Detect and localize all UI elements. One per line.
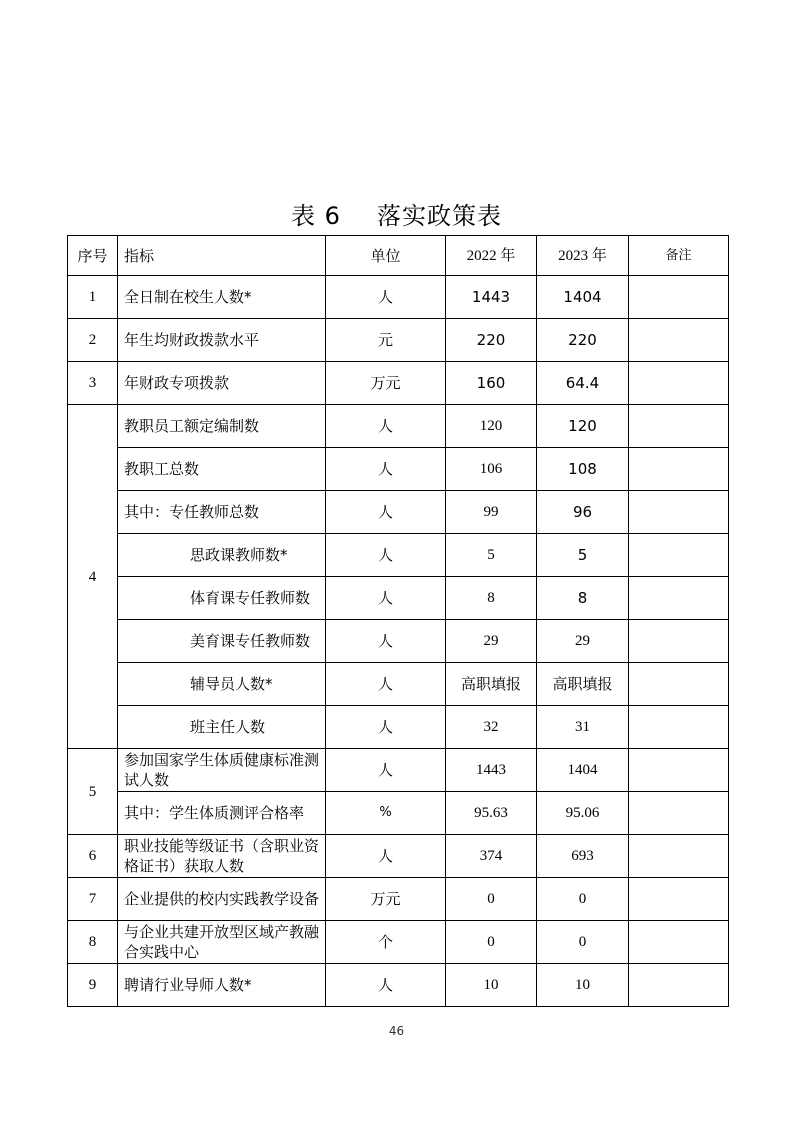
cell-2023: 96 [537, 491, 629, 534]
cell-unit: 人 [326, 448, 446, 491]
table-row [68, 534, 729, 577]
cell-2023: 高职填报 [537, 663, 629, 706]
cell-2023: 1404 [537, 749, 629, 792]
cell-note [629, 319, 729, 362]
cell-2022: 95.63 [446, 792, 537, 835]
table-row [68, 964, 729, 1007]
cell-unit: 人 [326, 835, 446, 878]
cell-unit: 元 [326, 319, 446, 362]
cell-indicator: 企业提供的校内实践教学设备 [118, 878, 326, 921]
cell-2023: 95.06 [537, 792, 629, 835]
cell-2023: 1404 [537, 276, 629, 319]
cell-note [629, 405, 729, 448]
cell-2022: 32 [446, 706, 537, 749]
table-row [68, 362, 729, 405]
cell-indicator: 其中：专任教师总数 [118, 491, 326, 534]
cell-unit: 万元 [326, 362, 446, 405]
cell-2022: 0 [446, 878, 537, 921]
table-row [68, 319, 729, 362]
cell-seq: 7 [68, 878, 118, 921]
table-row [68, 448, 729, 491]
cell-seq: 4 [68, 405, 118, 749]
cell-indicator: 教职员工额定编制数 [118, 405, 326, 448]
cell-2023: 64.4 [537, 362, 629, 405]
cell-unit: 个 [326, 921, 446, 964]
cell-2023: 0 [537, 878, 629, 921]
cell-indicator: 辅导员人数* [118, 663, 326, 706]
cell-2022: 1443 [446, 749, 537, 792]
header-2022: 2022 年 [446, 236, 537, 276]
cell-note [629, 276, 729, 319]
cell-unit: 人 [326, 706, 446, 749]
cell-note [629, 792, 729, 835]
cell-seq: 1 [68, 276, 118, 319]
cell-2022: 106 [446, 448, 537, 491]
cell-note [629, 878, 729, 921]
cell-indicator: 聘请行业导师人数* [118, 964, 326, 1007]
header-indicator: 指标 [118, 236, 326, 276]
cell-2022: 120 [446, 405, 537, 448]
cell-2022: 220 [446, 319, 537, 362]
header-note: 备注 [629, 236, 729, 276]
cell-unit: 人 [326, 964, 446, 1007]
cell-indicator: 职业技能等级证书（含职业资格证书）获取人数 [118, 835, 326, 878]
cell-note [629, 362, 729, 405]
table-row [68, 577, 729, 620]
cell-2023: 10 [537, 964, 629, 1007]
cell-indicator: 年生均财政拨款水平 [118, 319, 326, 362]
table-row [68, 878, 729, 921]
cell-note [629, 448, 729, 491]
cell-note [629, 620, 729, 663]
cell-seq: 6 [68, 835, 118, 878]
table-title [0, 196, 793, 231]
cell-2023: 108 [537, 448, 629, 491]
cell-note [629, 835, 729, 878]
table-row [68, 835, 729, 878]
cell-indicator: 其中：学生体质测评合格率 [118, 792, 326, 835]
cell-2022: 5 [446, 534, 537, 577]
cell-seq: 9 [68, 964, 118, 1007]
cell-note [629, 921, 729, 964]
cell-seq: 5 [68, 749, 118, 835]
cell-unit: 人 [326, 577, 446, 620]
cell-unit: 人 [326, 534, 446, 577]
cell-note [629, 534, 729, 577]
cell-indicator: 思政课教师数* [118, 534, 326, 577]
table-title-prefix: 表 6 [291, 202, 341, 230]
cell-note [629, 964, 729, 1007]
table-row [68, 663, 729, 706]
cell-2023: 220 [537, 319, 629, 362]
cell-indicator: 美育课专任教师数 [118, 620, 326, 663]
table-row [68, 706, 729, 749]
cell-2022: 10 [446, 964, 537, 1007]
table-row [68, 792, 729, 835]
table-row [68, 276, 729, 319]
page-number: 46 [388, 1024, 405, 1038]
cell-note [629, 706, 729, 749]
cell-unit: 人 [326, 749, 446, 792]
cell-2023: 29 [537, 620, 629, 663]
cell-indicator: 班主任人数 [118, 706, 326, 749]
cell-indicator: 年财政专项拨款 [118, 362, 326, 405]
cell-note [629, 749, 729, 792]
cell-2022: 1443 [446, 276, 537, 319]
cell-unit: 人 [326, 620, 446, 663]
table-row [68, 620, 729, 663]
cell-seq: 2 [68, 319, 118, 362]
table-row [68, 491, 729, 534]
header-seq: 序号 [68, 236, 118, 276]
cell-unit: 人 [326, 276, 446, 319]
cell-2022: 0 [446, 921, 537, 964]
cell-indicator: 全日制在校生人数* [118, 276, 326, 319]
cell-2023: 693 [537, 835, 629, 878]
cell-2022: 29 [446, 620, 537, 663]
cell-2022: 高职填报 [446, 663, 537, 706]
header-unit: 单位 [326, 236, 446, 276]
cell-unit: % [326, 792, 446, 835]
cell-2023: 8 [537, 577, 629, 620]
cell-unit: 人 [326, 491, 446, 534]
table-row [68, 921, 729, 964]
cell-note [629, 577, 729, 620]
cell-seq: 8 [68, 921, 118, 964]
cell-seq: 3 [68, 362, 118, 405]
cell-2022: 8 [446, 577, 537, 620]
policy-table [67, 235, 729, 1007]
cell-indicator: 与企业共建开放型区域产教融合实践中心 [118, 921, 326, 964]
cell-unit: 万元 [326, 878, 446, 921]
cell-indicator: 体育课专任教师数 [118, 577, 326, 620]
cell-2023: 5 [537, 534, 629, 577]
cell-2023: 120 [537, 405, 629, 448]
cell-unit: 人 [326, 405, 446, 448]
cell-indicator: 参加国家学生体质健康标准测试人数 [118, 749, 326, 792]
cell-2022: 374 [446, 835, 537, 878]
header-2023: 2023 年 [537, 236, 629, 276]
cell-2022: 160 [446, 362, 537, 405]
table-title-text: 落实政策表 [376, 202, 502, 230]
cell-unit: 人 [326, 663, 446, 706]
table-row [68, 405, 729, 448]
cell-2022: 99 [446, 491, 537, 534]
cell-2023: 0 [537, 921, 629, 964]
header-row [68, 236, 729, 276]
cell-note [629, 491, 729, 534]
cell-indicator: 教职工总数 [118, 448, 326, 491]
cell-2023: 31 [537, 706, 629, 749]
cell-note [629, 663, 729, 706]
table-row [68, 749, 729, 792]
